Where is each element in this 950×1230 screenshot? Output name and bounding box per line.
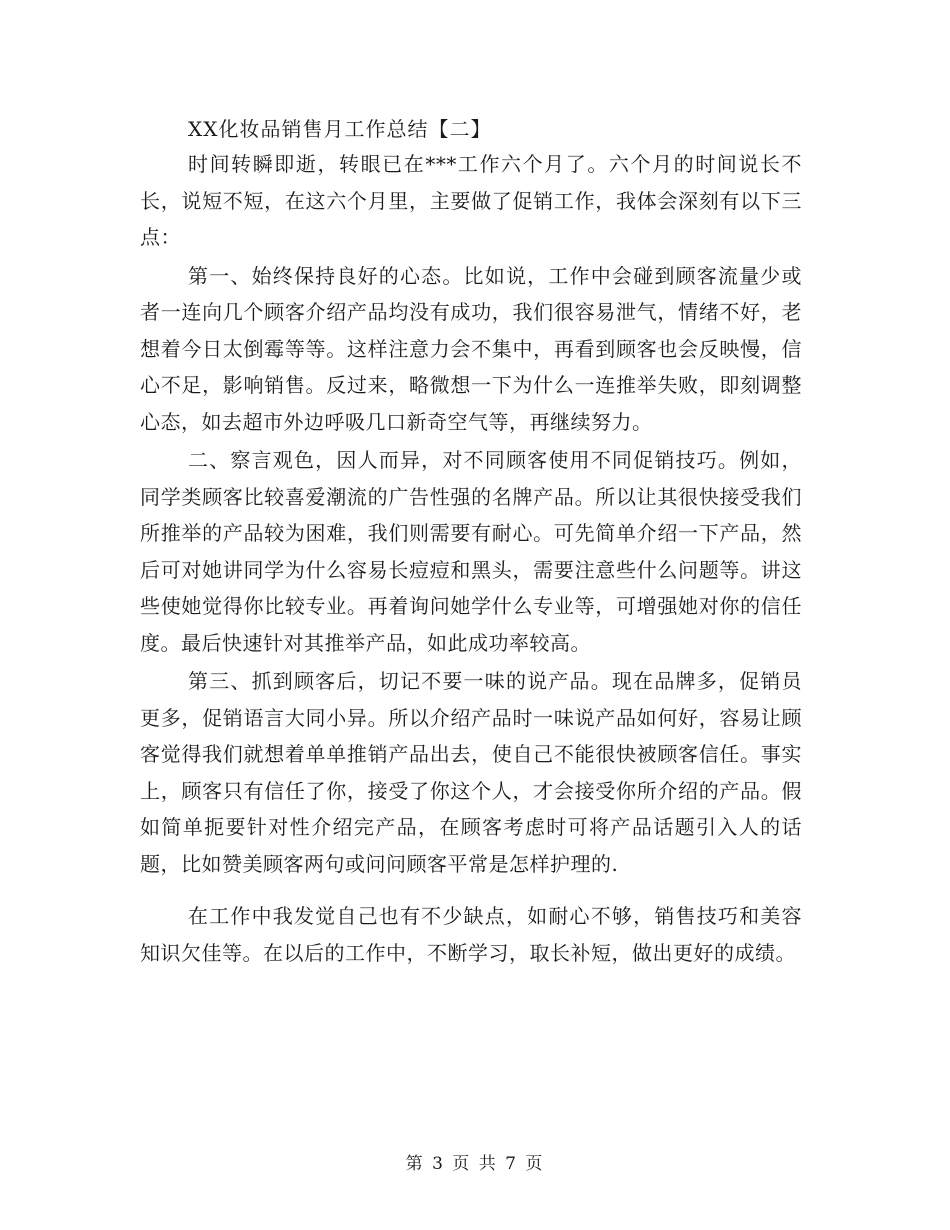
paragraph-intro: 时间转瞬即逝，转眼已在***工作六个月了。六个月的时间说长不长，说短不短，在这六个月里，主要做了促销工作，我体会深刻有以下三点： xyxy=(140,152,802,249)
paragraph-conclusion: 在工作中我发觉自己也有不少缺点，如耐心不够，销售技巧和美容知识欠佳等。在以后的工作中，不断学习，取长补短，做出更好的成绩。 xyxy=(140,904,802,965)
paragraph-point-one: 第一、始终保持良好的心态。比如说，工作中会碰到顾客流量少或者一连向几个顾客介绍产品均没有成功，我们很容易泄气，情绪不好，老想着今日太倒霉等等。这样注意力会不集中，再看到顾客也会反映慢，信心不足，影响销售。反过来，略微想一下为什么一连推举失败，即刻调整心态，如去超市外边呼吸几口新奇空气等，再继续努力。 xyxy=(140,263,802,434)
paragraph-point-two: 二、察言观色，因人而异，对不同顾客使用不同促销技巧。例如，同学类顾客比较喜爱潮流的广告性强的名牌产品。所以让其很快接受我们所推举的产品较为困难，我们则需要有耐心。可先简单介绍一下产品，然后可对她讲同学为什么容易长痘痘和黑头，需要注意些什么问题等。讲这些使她觉得你比较专业。再着询问她学什么专业等，可增强她对你的信任度。最后快速针对其推举产品，如此成功率较高。 xyxy=(140,448,802,655)
paragraph-point-three: 第三、抓到顾客后，切记不要一味的说产品。现在品牌多，促销员更多，促销语言大同小异。所以介绍产品时一味说产品如何好，容易让顾客觉得我们就想着单单推销产品出去，使自己不能很快被顾客信任。事实上，顾客只有信任了你，接受了你这个人，才会接受你所介绍的产品。假如简单扼要针对性介绍完产品，在顾客考虑时可将产品话题引入人的话题，比如赞美顾客两句或问问顾客平常是怎样护理的. xyxy=(140,669,802,876)
document-title: XX化妆品销售月工作总结【二】 xyxy=(188,117,492,141)
document-body xyxy=(140,112,802,971)
page-number-footer: 第 3 页 共 7 页 xyxy=(405,1154,545,1174)
